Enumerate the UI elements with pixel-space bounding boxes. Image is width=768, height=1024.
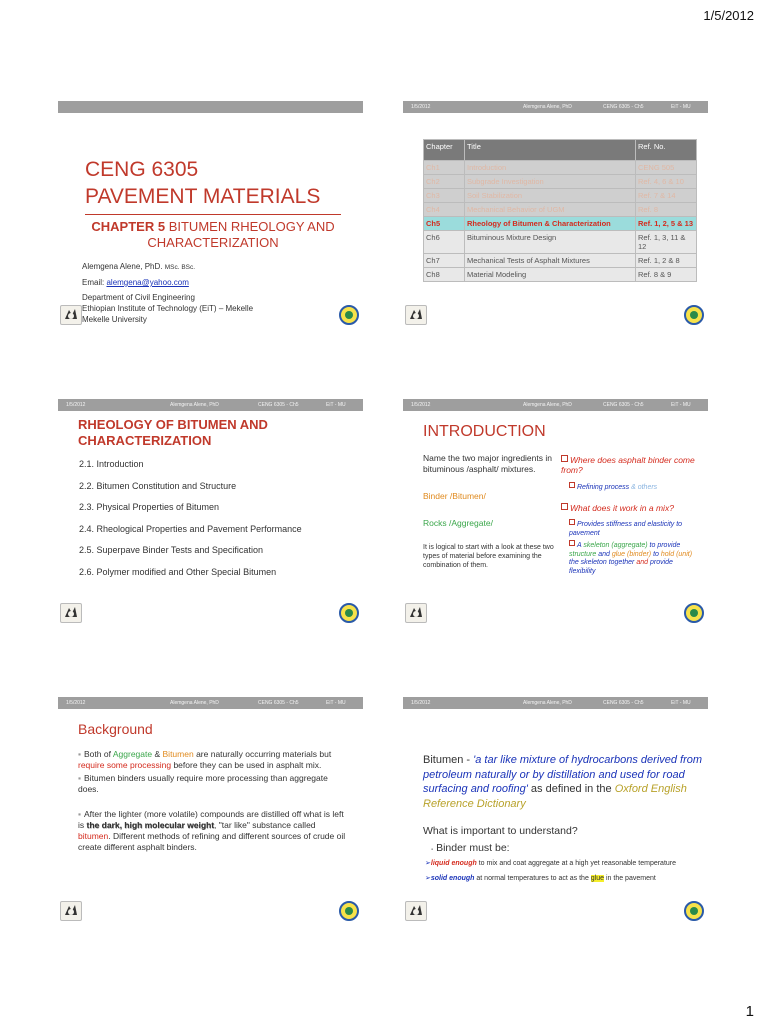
chapter-cell-title: Rheology of Bitumen & Characterization — [465, 217, 636, 231]
left-column — [423, 453, 563, 570]
binder-label: Binder /Bitumen/ — [423, 491, 486, 501]
bullet-natural: ▪ Both of Aggregate & Bitumen are naturally occurring materials but require some processing before they can be used in asphalt mix. — [78, 749, 332, 770]
chapter-cell-ch: Ch8 — [424, 268, 465, 282]
university-seal-icon — [684, 901, 704, 921]
chapter-cell-title: Subgrade Investigation — [465, 175, 636, 189]
chapter-cell-ref: Ref. 1, 2, 5 & 13 — [636, 217, 697, 231]
university-seal-icon — [339, 603, 359, 623]
eit-logo — [405, 901, 427, 921]
requirement-liquid: ➢liquid enough to mix and coat aggregate at a high yet reasonable temperature — [425, 860, 677, 867]
institute: Ethiopian Institute of Technology (EiT) – Mekelle — [82, 304, 254, 313]
slide-contents — [58, 399, 363, 627]
toc-item: 2.2. Bitumen Constitution and Structure — [79, 480, 237, 491]
chapter-cell-ref: Ref. 1, 2 & 8 — [636, 254, 697, 268]
chapter-cell-ch: Ch2 — [424, 175, 465, 189]
right-column — [561, 455, 701, 576]
email-link[interactable]: alemgena@yahoo.com — [106, 278, 189, 287]
eit-logo — [60, 603, 82, 623]
table-of-contents — [79, 459, 302, 588]
chapter-cell-title: Bituminous Mixture Design — [465, 231, 636, 254]
toc-item: 2.1. Introduction — [79, 459, 144, 469]
chapter-cell-ch: Ch5 — [424, 217, 465, 231]
rocks-label: Rocks /Aggregate/ — [423, 518, 493, 528]
chapter-cell-ch: Ch7 — [424, 254, 465, 268]
checkbox-bullet-icon — [561, 455, 568, 462]
col-chapter: Chapter — [424, 140, 465, 161]
binder-must: ▪ Binder must be: — [431, 842, 510, 854]
slide-background — [58, 697, 363, 925]
checkbox-bullet-icon — [569, 540, 575, 546]
chapter-row — [424, 231, 697, 254]
chapter-title-line-1: BITUMEN RHEOLOGY AND — [168, 219, 335, 234]
chapter-cell-ch: Ch1 — [424, 161, 465, 175]
chapter-row — [424, 254, 697, 268]
university: Mekelle University — [82, 315, 147, 324]
checkbox-bullet-icon — [569, 519, 575, 525]
logical-note: It is logical to start with a look at these two types of material before examining the combination of them. — [423, 544, 554, 569]
university-seal-icon — [339, 305, 359, 325]
chapter-label: CHAPTER 5 — [91, 219, 166, 234]
requirement-solid: ➢solid enough at normal temperatures to act as the glue in the pavement — [425, 875, 656, 882]
author-degrees: MSc. BSc. — [164, 264, 196, 271]
slide-definition — [403, 697, 708, 925]
slide-chapter-list — [403, 101, 708, 329]
chapter-cell-ref: Ref. 8 — [636, 203, 697, 217]
chapter-table — [423, 139, 697, 282]
chapter-row — [424, 161, 697, 175]
chapter-cell-title: Material Modeling — [465, 268, 636, 282]
course-title — [85, 156, 320, 210]
chapter-cell-ref: Ref. 7 & 14 — [636, 189, 697, 203]
bitumen-definition: Bitumen - 'a tar like mixture of hydrocarbons derived from petroleum naturally or by distillation and used for road surfacing and roofing' as defined in the Oxford English Reference Dictionary — [423, 754, 703, 810]
chapter-cell-ref: Ref. 1, 3, 11 & 12 — [636, 231, 697, 254]
bullet-processing: ▪ Bitumen binders usually require more processing than aggregate does. — [78, 773, 328, 794]
course-code: CENG 6305 — [85, 158, 199, 181]
page-date: 1/5/2012 — [703, 8, 754, 23]
university-seal-icon — [684, 603, 704, 623]
background-body — [78, 749, 348, 855]
chapter-cell-title: Introduction — [465, 161, 636, 175]
answer-origin: Refining process & others — [561, 482, 701, 493]
slide-title — [58, 101, 363, 329]
checkbox-bullet-icon — [561, 503, 568, 510]
title-divider — [85, 214, 341, 215]
eit-logo — [60, 901, 82, 921]
slide-header-bar: 1/5/2012 Alemgena Alene, PhD CENG 6305 - Ch5 EiT - MU — [58, 399, 363, 411]
eit-logo — [405, 603, 427, 623]
university-seal-icon — [339, 901, 359, 921]
course-name: PAVEMENT MATERIALS — [85, 185, 321, 208]
chapter-row — [424, 175, 697, 189]
eit-logo — [60, 305, 82, 325]
chapter-row — [424, 189, 697, 203]
chapter-cell-ch: Ch3 — [424, 189, 465, 203]
answer-stiffness: Provides stiffness and elasticity to pavement — [569, 521, 683, 537]
slide-introduction — [403, 399, 708, 627]
section-title: RHEOLOGY OF BITUMEN AND CHARACTERIZATION — [78, 417, 268, 448]
checkbox-bullet-icon — [569, 482, 575, 488]
toc-item: 2.5. Superpave Binder Tests and Specification — [79, 545, 263, 555]
key-question: What is important to understand? — [423, 825, 578, 837]
page-number: 1 — [745, 1003, 754, 1020]
chapter-title-line-2: CHARACTERIZATION — [147, 235, 279, 250]
col-ref: Ref. No. — [636, 140, 697, 161]
slide-header-bar: 1/5/2012 Alemgena Alene, PhD CENG 6305 - Ch5 EiT - MU — [403, 697, 708, 709]
chapter-cell-ch: Ch4 — [424, 203, 465, 217]
answer-skeleton: A skeleton (aggregate) to provide structure and glue (binder) to hold (unit) the skeleton together and provide flexibility — [569, 542, 693, 575]
chapter-cell-ch: Ch6 — [424, 231, 465, 254]
chapter-title — [68, 219, 358, 251]
toc-item: 2.4. Rheological Properties and Pavement Performance — [79, 523, 302, 534]
chapter-cell-ref: Ref. 4, 6 & 10 — [636, 175, 697, 189]
question-role: What does it work in a mix? — [561, 503, 701, 513]
ingredients-question: Name the two major ingredients in bituminous /asphalt/ mixtures. — [423, 453, 552, 474]
slide-header-bar: 1/5/2012 Alemgena Alene, PhD CENG 6305 - Ch5 EiT - MU — [403, 101, 708, 113]
question-origin: Where does asphalt binder come from? — [561, 455, 695, 475]
chapter-row — [424, 217, 697, 231]
department: Department of Civil Engineering — [82, 293, 195, 302]
email-label: Email: — [82, 278, 105, 287]
slide-header-bar — [58, 101, 363, 113]
chapter-cell-title: Mechanical Behavior of UGM — [465, 203, 636, 217]
toc-item: 2.3. Physical Properties of Bitumen — [79, 502, 220, 512]
slide-title: INTRODUCTION — [423, 423, 546, 440]
toc-item: 2.6. Polymer modified and Other Special Bitumen — [79, 566, 277, 577]
author-info — [82, 261, 253, 325]
chapter-cell-title: Soil Stabilization — [465, 189, 636, 203]
slide-header-bar: 1/5/2012 Alemgena Alene, PhD CENG 6305 - Ch5 EiT - MU — [403, 399, 708, 411]
slide-title: Background — [78, 721, 153, 737]
chapter-row — [424, 268, 697, 282]
chapter-cell-title: Mechanical Tests of Asphalt Mixtures — [465, 254, 636, 268]
eit-logo — [405, 305, 427, 325]
chapter-cell-ref: CENG 505 — [636, 161, 697, 175]
slide-header-bar: 1/5/2012 Alemgena Alene, PhD CENG 6305 - Ch5 EiT - MU — [58, 697, 363, 709]
bullet-distillation: ▪ After the lighter (more volatile) compounds are distilled off what is left is the dark, high molecular weight, "tar like" substance called bitumen. Different methods of refining and different sources of crude oil create different asphalt binders. — [78, 809, 346, 852]
chapter-row — [424, 203, 697, 217]
binder-requirements — [425, 859, 705, 889]
university-seal-icon — [684, 305, 704, 325]
col-title: Title — [465, 140, 636, 161]
author-name: Alemgena Alene, PhD. — [82, 262, 163, 271]
chapter-cell-ref: Ref. 8 & 9 — [636, 268, 697, 282]
